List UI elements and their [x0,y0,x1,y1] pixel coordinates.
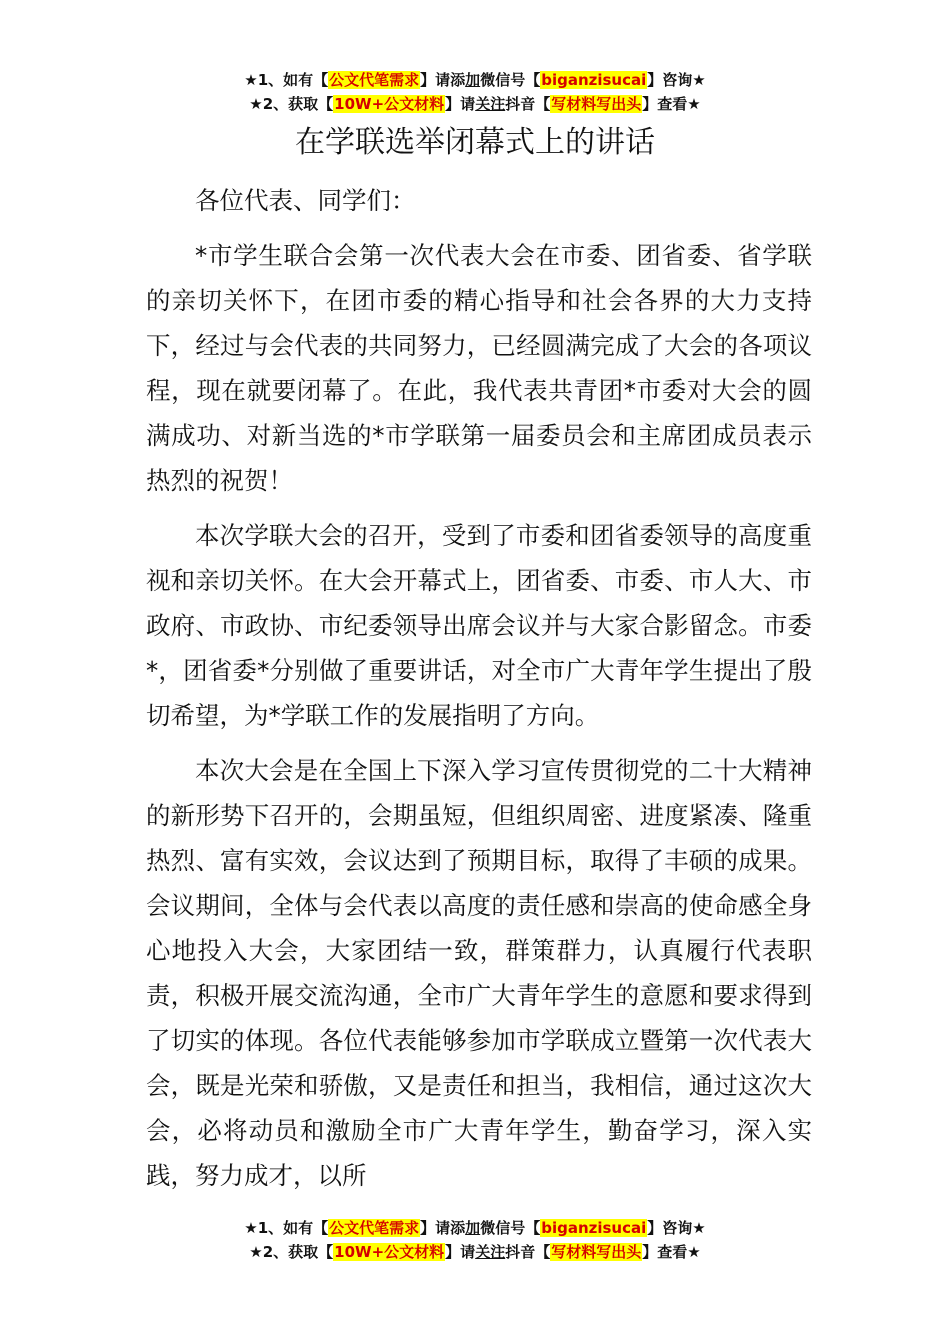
document-title: 在学联选举闭幕式上的讲话 [295,125,655,160]
banner-line-writing-service: ★1、如有【公文代笔需求】请添加微信号【biganzisucai】咨询★ [244,71,706,89]
star-icon: ★ [244,71,258,89]
salutation: 各位代表、同学们： [195,186,416,215]
highlight-douyin-account: 写材料写出头 [551,1243,642,1261]
star-icon: ★ [244,1219,258,1237]
banner-line-materials: ★2、获取【10W+公文材料】请关注抖音【写材料写出头】查看★ [249,95,701,113]
paragraph: *市学生联合会第一次代表大会在市委、团省委、省学联的亲切关怀下，在团市委的精心指导和社会各界的大力支持下，经过与会代表的共同努力，已经圆满完成了大会的各项议程，现在就要闭幕了。在此，我代表共青团*市委对大会的圆满成功、对新当选的*市学联第一届委员会和主席团成员表示热烈的祝贺！ [146,241,812,495]
footer-banner [0,1216,950,1264]
star-icon: ★ [249,95,263,113]
highlight-materials: 10W+公文材料 [334,1243,445,1261]
star-icon: ★ [692,1219,706,1237]
highlight-service: 公文代笔需求 [329,1219,420,1237]
highlight-service: 公文代笔需求 [329,71,420,89]
banner-line-writing-service: ★1、如有【公文代笔需求】请添加微信号【biganzisucai】咨询★ [244,1219,706,1237]
star-icon: ★ [687,1243,701,1261]
banner-line-materials: ★2、获取【10W+公文材料】请关注抖音【写材料写出头】查看★ [249,1243,701,1261]
highlight-materials: 10W+公文材料 [334,95,445,113]
header-banner [0,68,950,116]
paragraph: 本次大会是在全国上下深入学习宣传贯彻党的二十大精神的新形势下召开的，会期虽短，但组织周密、进度紧凑、隆重热烈、富有实效，会议达到了预期目标，取得了丰硕的成果。会议期间，全体与会代表以高度的责任感和崇高的使命感全身心地投入大会，大家团结一致，群策群力，认真履行代表职责，积极开展交流沟通，全市广大青年学生的意愿和要求得到了切实的体现。各位代表能够参加市学联成立暨第一次代表大会，既是光荣和骄傲，又是责任和担当，我相信，通过这次大会，必将动员和激励全市广大青年学生，勤奋学习，深入实践，努力成才，以所 [146,756,812,1190]
highlight-wechat-id: biganzisucai [541,1219,647,1237]
highlight-douyin-account: 写材料写出头 [551,95,642,113]
document-body [146,178,812,1208]
star-icon: ★ [692,71,706,89]
star-icon: ★ [687,95,701,113]
highlight-wechat-id: biganzisucai [541,71,647,89]
paragraph: 本次学联大会的召开，受到了市委和团省委领导的高度重视和亲切关怀。在大会开幕式上，团省委、市委、市人大、市政府、市政协、市纪委领导出席会议并与大家合影留念。市委*，团省委*分别做了重要讲话，对全市广大青年学生提出了殷切希望，为*学联工作的发展指明了方向。 [146,521,812,730]
star-icon: ★ [249,1243,263,1261]
